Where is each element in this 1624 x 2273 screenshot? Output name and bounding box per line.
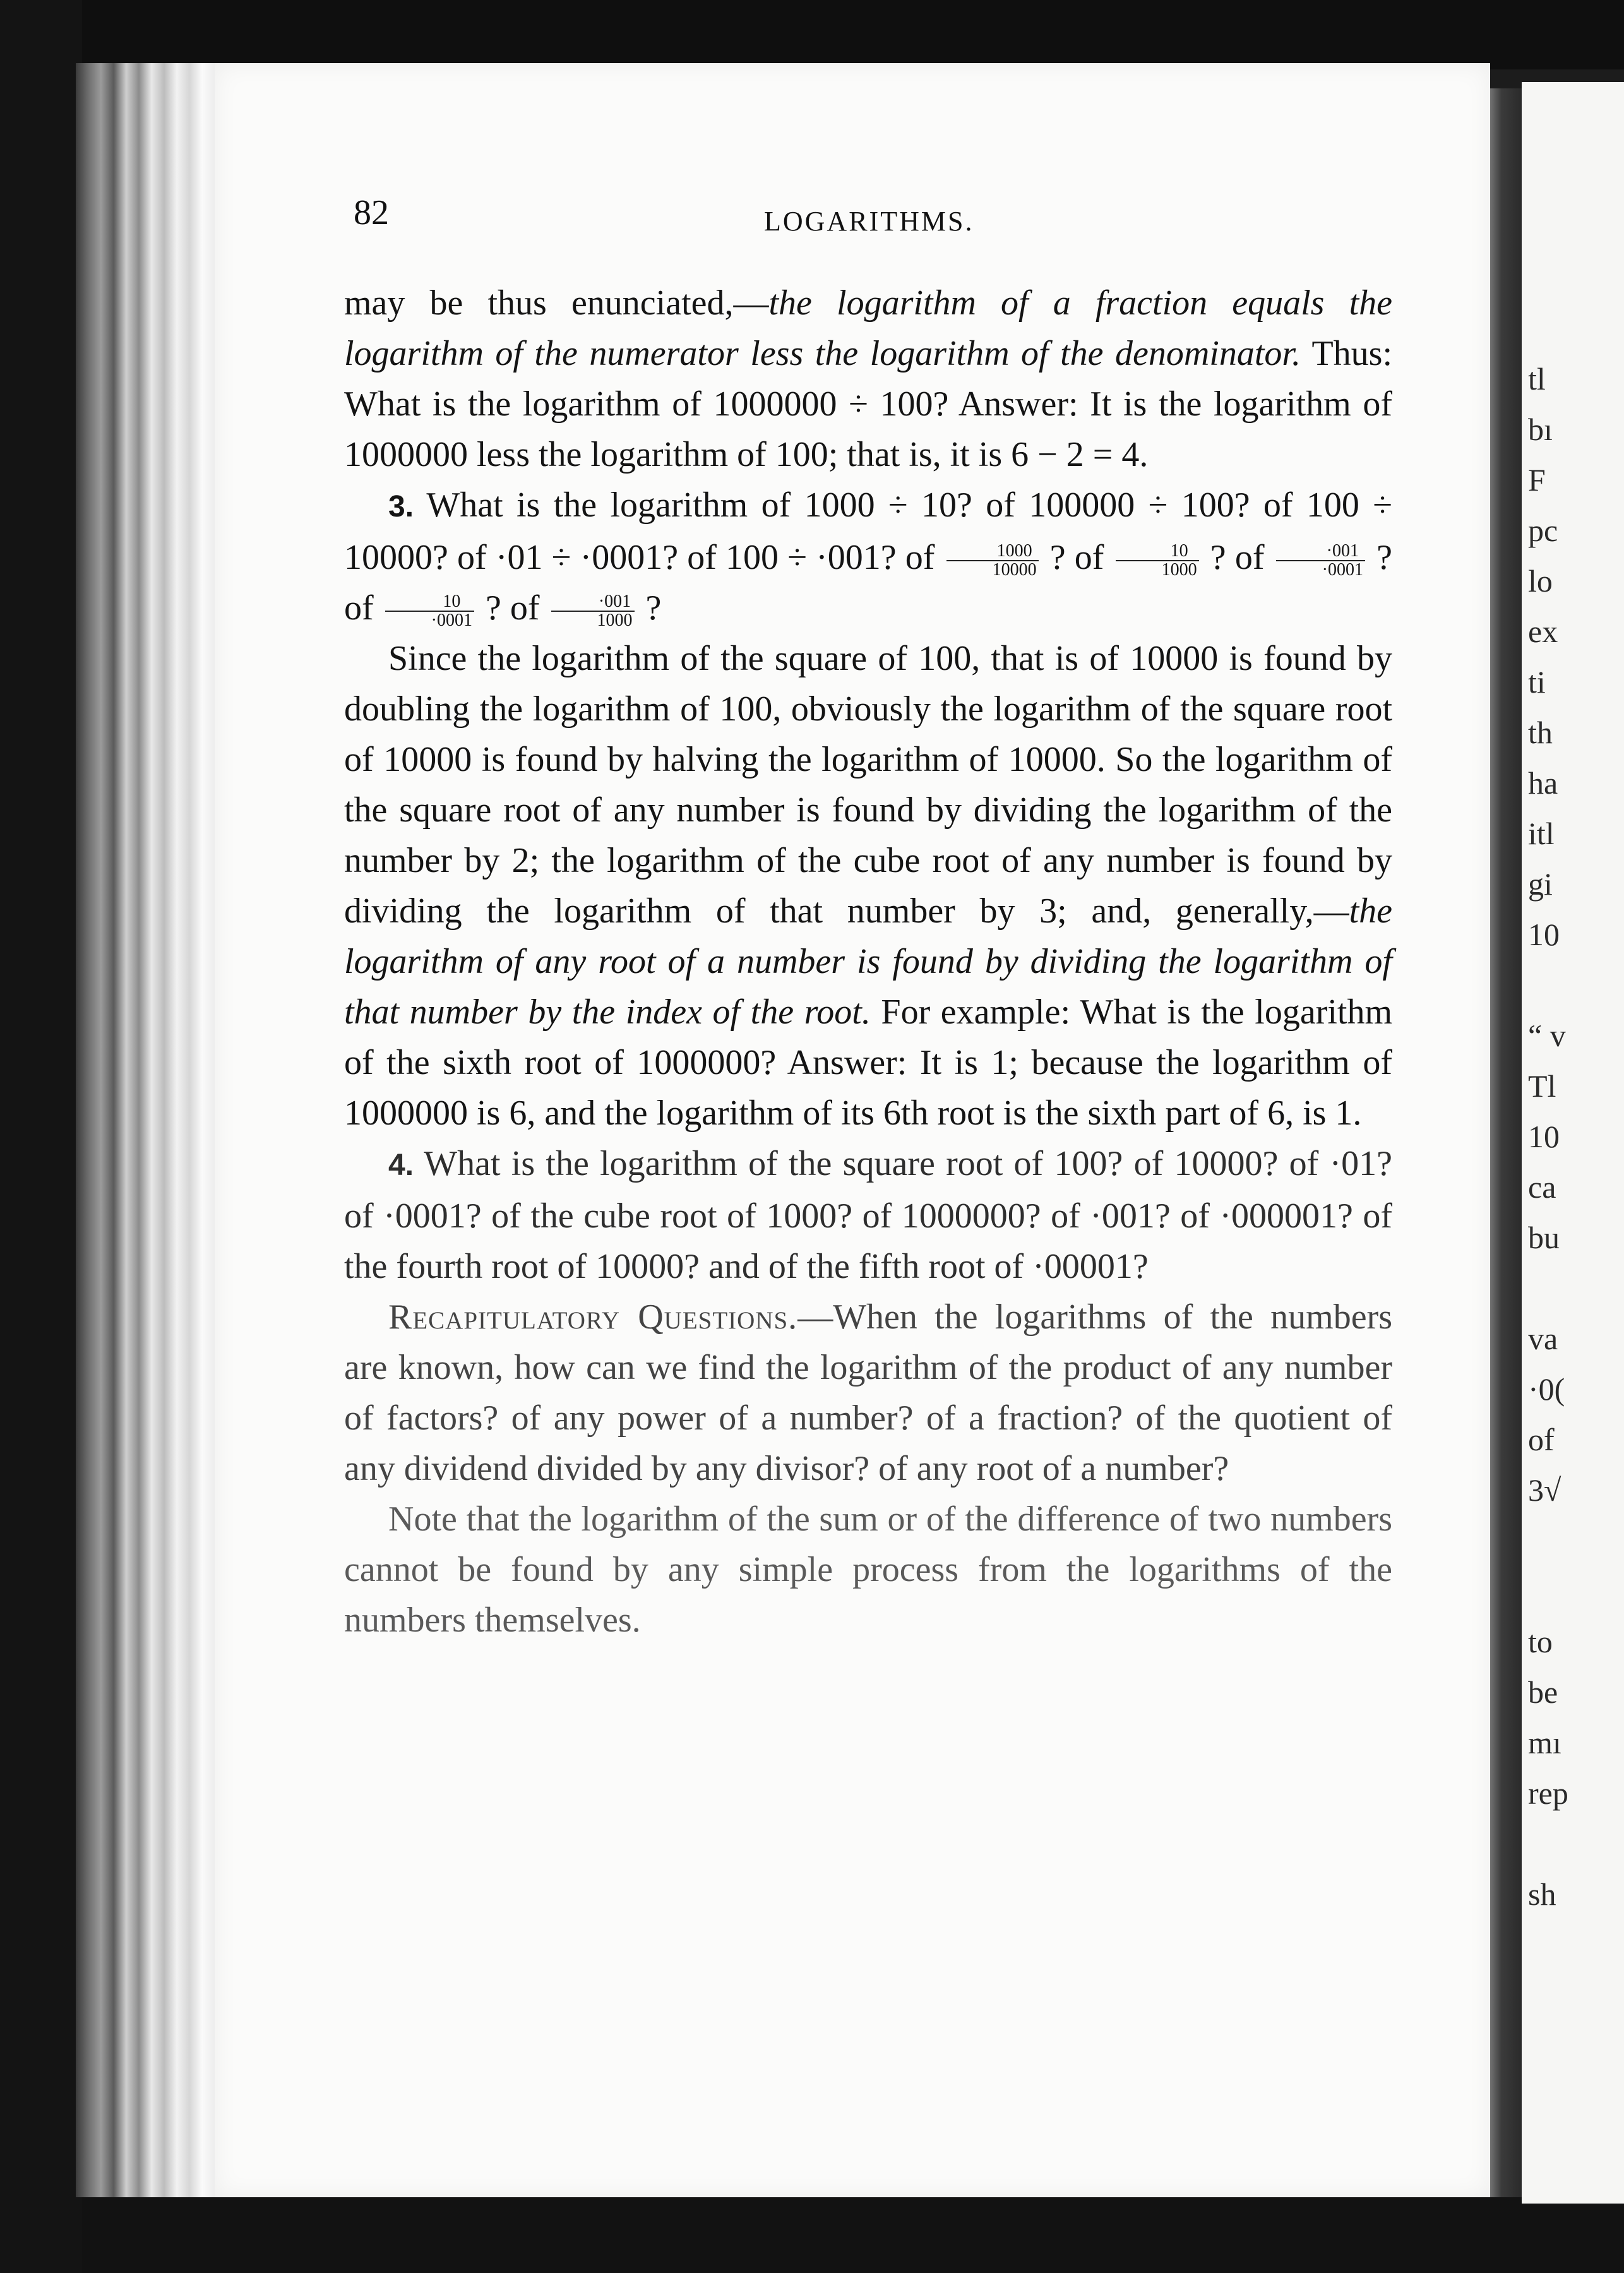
closing-note: Note that the logarithm of the sum or of the difference of two numbers cannot be found by any simple process from the logarithms of the numbers themselves.: [344, 1500, 1392, 1640]
facing-page-fragment: va: [1528, 1321, 1558, 1356]
fraction: $\frac{10}{1000}$: [1116, 542, 1199, 579]
fraction: $\frac{\cdot 001}{1000}$: [551, 593, 635, 629]
facing-page-fragment: lo: [1528, 563, 1553, 599]
facing-page-fragment: F: [1528, 462, 1546, 498]
fraction: $\frac{\cdot 001}{\cdot 0001}$: [1276, 542, 1365, 579]
facing-page-fragment: 10: [1528, 917, 1560, 952]
facing-page-fragment: [1528, 1263, 1616, 1313]
facing-page-fragment: itl: [1528, 816, 1555, 851]
facing-page-fragment: 10: [1528, 1119, 1560, 1154]
facing-page-fragment: “ v: [1528, 1018, 1566, 1053]
facing-page-fragment: rep: [1528, 1775, 1568, 1811]
facing-page-fragment: [1528, 960, 1616, 1010]
facing-page-fragment: bı: [1528, 412, 1553, 447]
question-number: 3.: [388, 490, 414, 523]
running-title: LOGARITHMS.: [764, 206, 974, 237]
facing-page-fragment: [1528, 1566, 1616, 1616]
facing-page-text-fragments: [1528, 354, 1616, 1919]
scan-background-top: [0, 0, 1624, 69]
page-header: [354, 193, 1427, 249]
facing-page-fragment: ti: [1528, 664, 1546, 700]
facing-page-fragment: tl: [1528, 361, 1546, 397]
scan-background-bottom: [0, 2197, 1624, 2273]
facing-page-fragment: bu: [1528, 1220, 1560, 1255]
facing-page-fragment: 3√: [1528, 1472, 1561, 1508]
question-4: 4. What is the logarithm of the square root of 100? of 10000? of ·01? of ·0001? of the cube root of 1000? of 1000000? of ·001? of ·000001? of the fourth root of 10000? and of the fifth root of ·00001?: [344, 1144, 1392, 1286]
facing-page-fragment: be: [1528, 1674, 1558, 1710]
facing-page-fragment: ·0(: [1528, 1371, 1565, 1407]
facing-page-fragment: pc: [1528, 513, 1558, 548]
facing-page-fragment: ex: [1528, 614, 1558, 649]
fraction: $\frac{10}{\cdot 0001}$: [385, 593, 474, 629]
paragraph-fraction-rule: may be thus enunciated,—the logarithm of a fraction equals the logarithm of the numerator less the logarithm of the denominator. Thus: What is the logarithm of 1000000 ÷ 100? Answer: It is the logarithm of 1000000 less the logarithm of 100; that is, it is 6 − 2 = 4.: [344, 283, 1392, 474]
facing-page-fragment: gi: [1528, 866, 1553, 902]
recapitulatory-questions: Recapitulatory Questions.—When the logarithms of the numbers are known, how can we find the logarithm of the product of any number of factors? of any power of a number? of a fraction? of the quotient of any dividend divided by any divisor? of any root of a number?: [344, 1298, 1392, 1488]
facing-page-fragment: ha: [1528, 765, 1558, 801]
question-3: 3. What is the logarithm of 1000 ÷ 10? of 100000 ÷ 100? of 100 ÷ 10000? of ·01 ÷ ·0001? of 100 ÷ ·001? of $\frac{1000}{10000}$ ? of $\frac{10}{1000}$ ? of $\frac{\cdot 001}{\cdot 0001}$ ? of $\frac{10}{\cdot 0001}$ ? of $\frac{\cdot 001}{1000}$ ?: [344, 486, 1392, 631]
facing-page-fragment: to: [1528, 1624, 1553, 1659]
question-number: 4.: [388, 1148, 414, 1182]
fraction: $\frac{1000}{10000}$: [946, 542, 1039, 579]
facing-page-fragment: sh: [1528, 1876, 1556, 1912]
facing-page-fragment: mı: [1528, 1725, 1561, 1760]
recap-label: Recapitulatory Questions.: [388, 1298, 798, 1337]
facing-page-fragment: ca: [1528, 1169, 1556, 1205]
facing-page-fragment: [1528, 1818, 1616, 1869]
rule-fraction: the logarithm of a fraction equals the logarithm of the numerator less the logarithm of the denominator.: [344, 283, 1392, 373]
facing-page-fragment: th: [1528, 715, 1553, 750]
rule-root: the logarithm of any root of a number is found by dividing the logarithm of that number by the index of the root.: [344, 892, 1392, 1032]
book-page-edges: [76, 63, 221, 2197]
facing-page-fragment: [1528, 1515, 1616, 1566]
paragraph-root-rule: Since the logarithm of the square of 100, that is of 10000 is found by doubling the logarithm of 100, obviously the logarithm of the square root of 10000 is found by halving the logarithm of 10000. So the logarithm of the square root of any number is found by dividing the logarithm of the number by 2; the logarithm of the cube root of any number is found by dividing the logarithm of that number by 3; and, generally,—the logarithm of any root of a number is found by dividing the logarithm of that number by the index of the root. For example: What is the logarithm of the sixth root of 1000000? Answer: It is 1; because the logarithm of 1000000 is 6, and the logarithm of its 6th root is the sixth part of 6, is 1.: [344, 639, 1392, 1133]
scan-background-left: [0, 0, 82, 2273]
page-body: [344, 278, 1392, 1645]
page-number: 82: [354, 193, 389, 232]
facing-page-fragment: Tl: [1528, 1068, 1556, 1104]
facing-page-fragment: of: [1528, 1422, 1555, 1457]
